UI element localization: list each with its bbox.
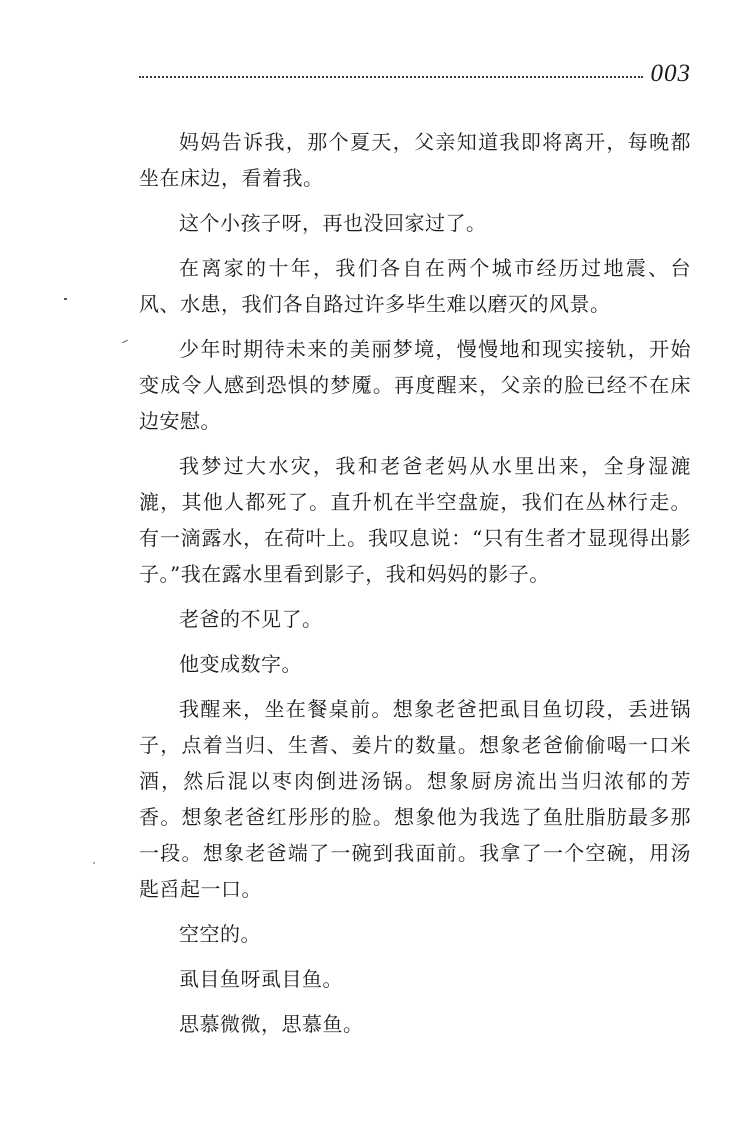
paragraph: 思慕微微，思慕鱼。 xyxy=(179,1012,364,1036)
paragraph: 虱目鱼呀虱目鱼。 xyxy=(179,967,343,991)
scan-speck xyxy=(93,862,95,864)
paragraph: 在离家的十年，我们各自在两个城市经历过地震、台风、水患，我们各自路过许多毕生难以磨灭的风景。 xyxy=(139,256,691,316)
body-text xyxy=(139,124,691,1051)
paragraph: 空空的。 xyxy=(179,922,261,946)
scan-speck xyxy=(122,340,128,343)
paragraph: 我梦过大水灾，我和老爸老妈从水里出来，全身湿漉漉，其他人都死了。直升机在半空盘旋，我们在丛林行走。有一滴露水，在荷叶上。我叹息说：“只有生者才显现得出影子。”我在露水里看到影子，我和妈妈的影子。 xyxy=(139,454,691,586)
running-header xyxy=(139,60,691,90)
paragraph: 老爸的不见了。 xyxy=(179,607,323,631)
page-number: 003 xyxy=(650,60,691,87)
scan-speck xyxy=(64,298,67,300)
paragraph: 少年时期待未来的美丽梦境，慢慢地和现实接轨，开始变成令人感到恐惧的梦魇。再度醒来，父亲的脸已经不在床边安慰。 xyxy=(139,337,691,433)
paragraph: 这个小孩子呀，再也没回家过了。 xyxy=(179,211,487,235)
paragraph: 我醒来，坐在餐桌前。想象老爸把虱目鱼切段，丢进锅子，点着当归、生耆、姜片的数量。想象老爸偷偷喝一口米酒，然后混以枣肉倒进汤锅。想象厨房流出当归浓郁的芳香。想象老爸红彤彤的脸。想象他为我选了鱼肚脂肪最多那一段。想象老爸端了一碗到我面前。我拿了一个空碗，用汤匙舀起一口。 xyxy=(139,697,691,901)
paragraph: 他变成数字。 xyxy=(179,652,302,676)
paragraph: 妈妈告诉我，那个夏天，父亲知道我即将离开，每晚都坐在床边，看着我。 xyxy=(139,130,691,190)
dotted-rule xyxy=(139,76,643,78)
